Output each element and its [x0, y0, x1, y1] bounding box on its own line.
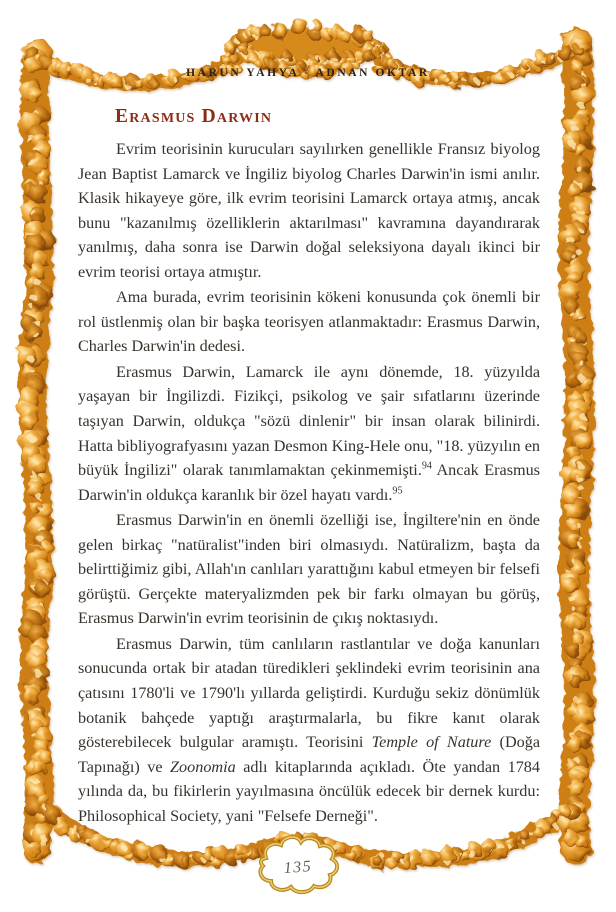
running-header: HARUN YAHYA - ADNAN OKTAR [186, 67, 430, 79]
page-number: 135 [283, 858, 313, 877]
page-content [78, 106, 540, 829]
body-paragraph: Erasmus Darwin'in en önemli özelliği ise, İngiltere'nin en önde gelen birkaç "natüralist"inden biri olmasıydı. Natüralizm, başta da belirttiğimiz gibi, Allah'ın canlıları yarattığını kabul etmeyen bir felsefi görüştü. Gerçekte materyalizmden pek bir farkı olmayan bu görüş, Erasmus Darwin'in evrim teorisinin de çıkış noktasıydı. [78, 511, 540, 628]
page-number-cartouche [260, 837, 337, 892]
body-paragraph: Evrim teorisinin kurucuları sayılırken genellikle Fransız biyolog Jean Baptist Lamarck ve İngiliz biyolog Charles Darwin'in ismi anılır. Klasik hikayeye göre, ilk evrim teorisini Lamarck ortaya atmış, ancak bunu "kazanılmış özelliklerin aktarılması" kavramına dayandırarak yanılmış, daha sonra ise Darwin doğal seleksiyona dayalı ikinci bir evrim teorisi ortaya atmıştır. [78, 140, 540, 281]
body-paragraph: Ama burada, evrim teorisinin kökeni konusunda çok önemli bir rol üstlenmiş olan bir başka teorisyen atlanmaktadır: Erasmus Darwin, Charles Darwin'in dedesi. [78, 288, 540, 356]
body-paragraph: Erasmus Darwin, tüm canlıların rastlantılar ve doğa kanunları sonucunda ortak bir atadan türedikleri şeklindeki evrim teorisinin ana çatısını 1780'li ve 1790'lı yıllarda geliştirdi. Kurduğu sekiz dönümlük botanik bahçede yaptığı araştırmalarla, bu fikre kanıt olarak gösterebilecek bulgular aramıştı. Teorisini Temple of Nature (Doğa Tapınağı) ve Zoonomia adlı kitaplarında açıkladı. Öte yandan 1784 yılında da, bu fikirlerin yayılmasına öncülük edecek bir dernek kurdu: Philosophical Society, yani "Felsefe Derneği". [78, 634, 541, 825]
body-text [78, 137, 540, 828]
section-heading: Erasmus Darwin [115, 106, 273, 127]
body-paragraph: Erasmus Darwin, Lamarck ile aynı dönemde, 18. yüzyılda yaşayan bir İngilizdi. Fizikçi, psikolog ve şair sıfatlarını üzerinde taşıyan Darwin, oldukça "sözü dinlenir" bir insan olarak bilinirdi. Hatta bibliyografyasını yazan Desmon King-Hele onu, "18. yüzyılın en büyük İngilizi" olarak tanımlamaktan çekinmemişti.$^{94}$ Ancak Erasmus Darwin'in oldukça karanlık bir özel hayatı vardı.$^{95}$ [78, 362, 540, 504]
